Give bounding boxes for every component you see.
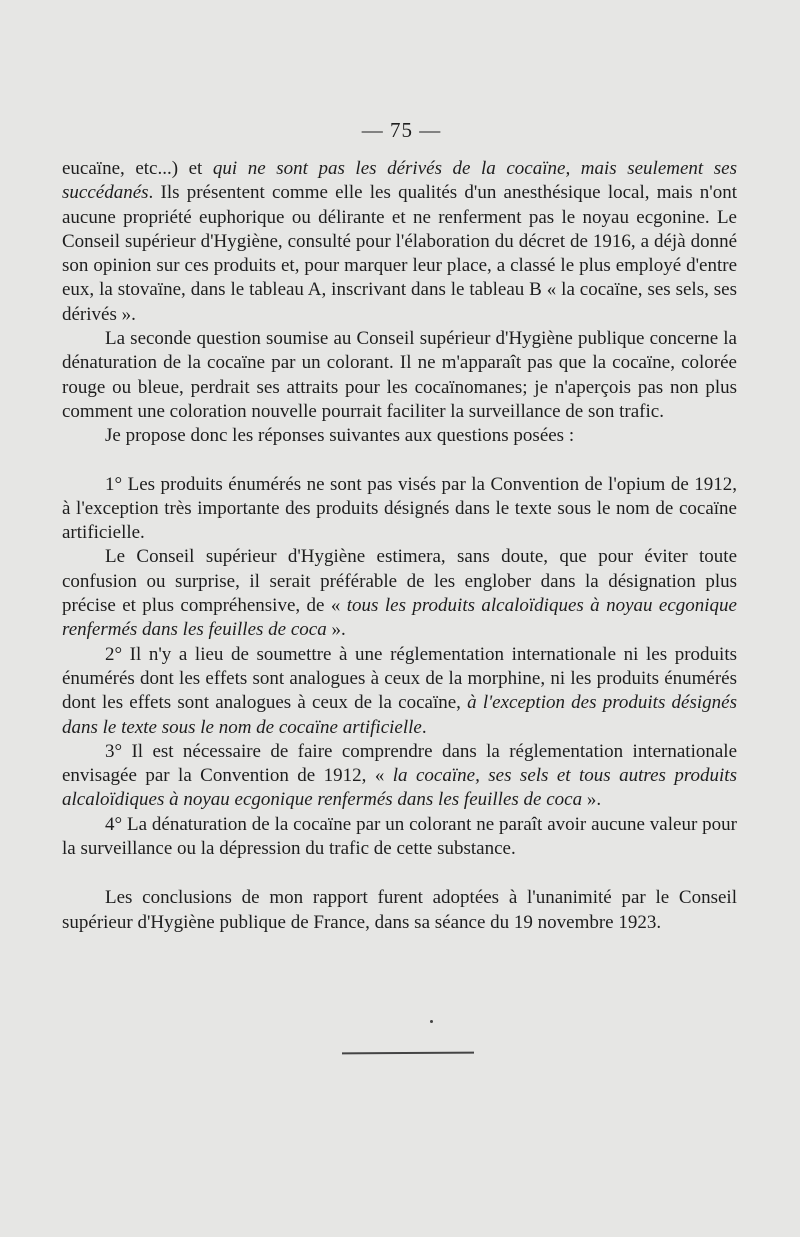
text-run: 4° La dénaturation de la cocaïne par un colorant ne paraît avoir aucune valeur pour la surveillance ou la dépression du trafic de cette substance.: [62, 813, 737, 860]
paragraph-propose: [62, 424, 737, 448]
paragraph-reponse-3: [62, 740, 737, 813]
text-run: 2° Il n'y a lieu de soumettre à une réglementation internationale ni les produits énumérés dont les effets sont analogues à ceux de la morphine, ni les produits énumérés dont les effets sont analogues à ceux de la cocaïne,: [62, 643, 737, 714]
ink-dot: [430, 1020, 433, 1023]
paragraph-conclusion: [62, 886, 737, 935]
text-run: eucaïne, etc...) et: [62, 158, 213, 179]
italic-text: qui ne sont pas les dérivés de la cocaïne, mais seulement ses succédanés: [62, 158, 737, 204]
paragraph-reponse-4: [62, 813, 737, 862]
text-run: Je propose donc les réponses suivantes aux questions posées :: [105, 425, 575, 447]
body-text: [62, 157, 737, 935]
paragraph-reponse-2: [62, 643, 737, 740]
italic-text: la cocaïne, ses sels et tous autres produits alcaloïdiques à noyau ecgonique renfermés dans les feuilles de coca: [62, 765, 737, 811]
text-run: .: [421, 716, 427, 738]
paragraph-reponse-1: [62, 473, 737, 546]
text-run: ».: [326, 619, 346, 641]
text-run: 3° Il est nécessaire de faire comprendre dans la réglementation internationale envisagée par la Convention de 1912, «: [62, 740, 737, 787]
text-run: ».: [582, 789, 602, 811]
paragraph-conseil-estimera: [62, 545, 737, 642]
italic-text: tous les produits alcaloïdiques à noyau ecgonique renfermés dans les feuilles de coca: [62, 595, 737, 641]
text-run: Le Conseil supérieur d'Hygiène estimera, sans doute, que pour éviter toute confusion ou surprise, il serait préférable de les englober dans la désignation plus précise et plus compréhensive, de «: [62, 546, 737, 617]
text-run: Les conclusions de mon rapport furent adoptées à l'unanimité par le Conseil supérieur d'Hygiène publique de France, dans sa séance du 19 novembre 1923.: [62, 887, 737, 933]
paragraph-intro: [62, 157, 737, 327]
page-number: — 75 —: [361, 118, 442, 142]
paragraph-seconde-question: [62, 327, 737, 424]
closing-rule: [342, 1052, 474, 1055]
italic-text: à l'exception des produits désignés dans le texte sous le nom de cocaïne artificielle: [62, 692, 737, 738]
text-run: 1° Les produits énumérés ne sont pas visés par la Convention de l'opium de 1912, à l'exception très importante des produits désignés dans le texte sous le nom de cocaïne artificielle.: [62, 473, 737, 544]
text-run: . Ils présentent comme elle les qualités d'un anesthésique local, mais n'ont aucune propriété euphorique ou délirante et ne renferment pas le noyau ecgonine. Le Conseil supérieur d'Hygiène, consulté pour l'élaboration du décret de 1916, a déjà donné son opinion sur ces produits et, pour marquer leur place, a classé le plus employé d'entre eux, la stovaïne, dans le tableau A, inscrivant dans le tableau B « la cocaïne, ses sels, ses dérivés ».: [62, 182, 737, 325]
text-run: La seconde question soumise au Conseil supérieur d'Hygiène publique concerne la dénaturation de la cocaïne par un colorant. Il ne m'apparaît pas que la cocaïne, colorée rouge ou bleue, perdrait ses attraits pour les cocaïnomanes; je n'aperçois pas non plus comment une coloration nouvelle pourrait faciliter la surveillance de son trafic.: [62, 328, 737, 422]
